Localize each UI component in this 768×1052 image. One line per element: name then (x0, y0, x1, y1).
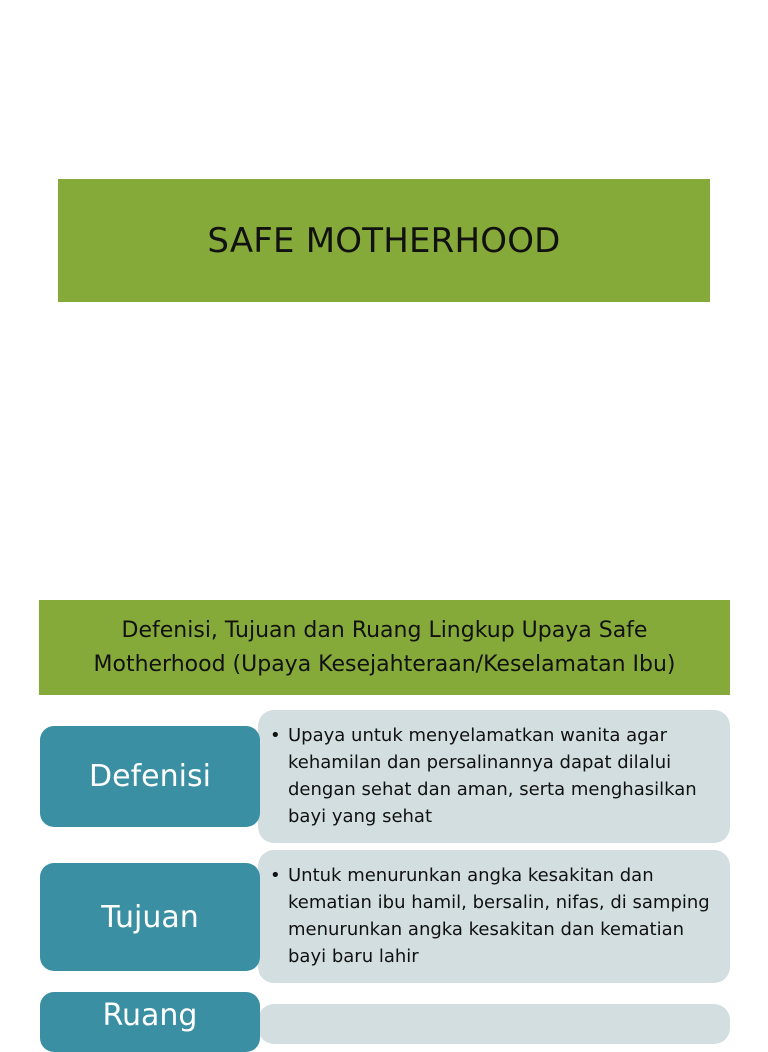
purpose-bullet-item (268, 862, 718, 970)
section-header-text: Defenisi, Tujuan dan Ruang Lingkup Upaya Safe Motherhood (Upaya Kesejahteraan/Keselamatan Ibu) (93, 617, 676, 677)
slide-title: SAFE MOTHERHOOD (207, 220, 561, 261)
definition-text: Upaya untuk menyelamatkan wanita agar kehamilan dan persalinannya dapat dilalui dengan sehat dan aman, serta menghasilkan bayi yang sehat (288, 725, 697, 827)
purpose-text: Untuk menurunkan angka kesakitan dan kematian ibu hamil, bersalin, nifas, di samping menurunkan angka kesakitan dan kematian bayi baru lahir (288, 865, 710, 967)
section-header (39, 600, 730, 695)
bullet-glyph: • (270, 725, 281, 746)
title-banner (58, 179, 710, 302)
purpose-content-box (258, 850, 730, 983)
scope-content-box (258, 1004, 730, 1044)
scope-label-box (40, 992, 260, 1052)
scope-label: Ruang (102, 998, 198, 1033)
definition-bullet-item (268, 722, 718, 830)
purpose-label-box (40, 863, 260, 971)
definition-label: Defenisi (89, 759, 211, 794)
definition-content-box (258, 710, 730, 843)
definition-label-box (40, 726, 260, 827)
bullet-glyph: • (270, 865, 281, 886)
purpose-label: Tujuan (101, 899, 199, 935)
